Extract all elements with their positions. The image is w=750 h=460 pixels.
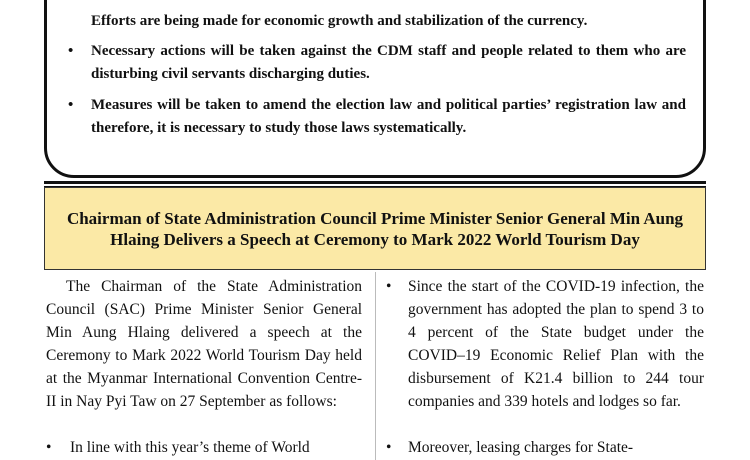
- section-divider: [44, 181, 706, 184]
- summary-bullet: • Necessary actions will be taken against the CDM staff and people related to them who are disturbing civil servants discharging duties.: [91, 40, 686, 86]
- bullet-icon: •: [386, 439, 392, 456]
- right-column: [386, 275, 704, 456]
- right-bullet: • Moreover, leasing charges for State-: [386, 436, 726, 459]
- intro-paragraph: The Chairman of the State Administration Council (SAC) Prime Minister Senior General Min Aung Hlaing delivered a speech at the Ceremony to Mark 2022 World Tourism Day held at the Myanmar International Convention Centre-II in Nay Pyi Taw on 27 September as follows:: [46, 278, 362, 410]
- bullet-icon: •: [46, 439, 52, 456]
- article-title-banner: [44, 187, 706, 270]
- summary-box: [44, 0, 706, 178]
- article-title: Chairman of State Administration Council Prime Minister Senior General Min Aung Hlaing Delivers a Speech at Ceremony to Mark 2022 World Tourism Day: [66, 208, 684, 249]
- bullet-icon: •: [68, 43, 74, 59]
- summary-bullet: Efforts are being made for economic growth and stabilization of the currency.: [91, 13, 588, 29]
- bullet-icon: •: [68, 97, 74, 113]
- bullet-icon: •: [386, 278, 392, 295]
- column-gutter: [375, 272, 376, 460]
- summary-bullet: • Measures will be taken to amend the election law and political parties’ registration law and therefore, it is necessary to study those laws systematically.: [91, 94, 686, 140]
- left-bullet: • In line with this year’s theme of World: [46, 436, 362, 459]
- right-bullet: • Since the start of the COVID-19 infection, the government has adopted the plan to spend 3 to 4 percent of the State budget under the COVID–19 Economic Relief Plan with the disbursement of K21.4 billion to 244 tour companies and 339 hotels and lodges so far.: [386, 275, 704, 413]
- left-column: [46, 275, 362, 456]
